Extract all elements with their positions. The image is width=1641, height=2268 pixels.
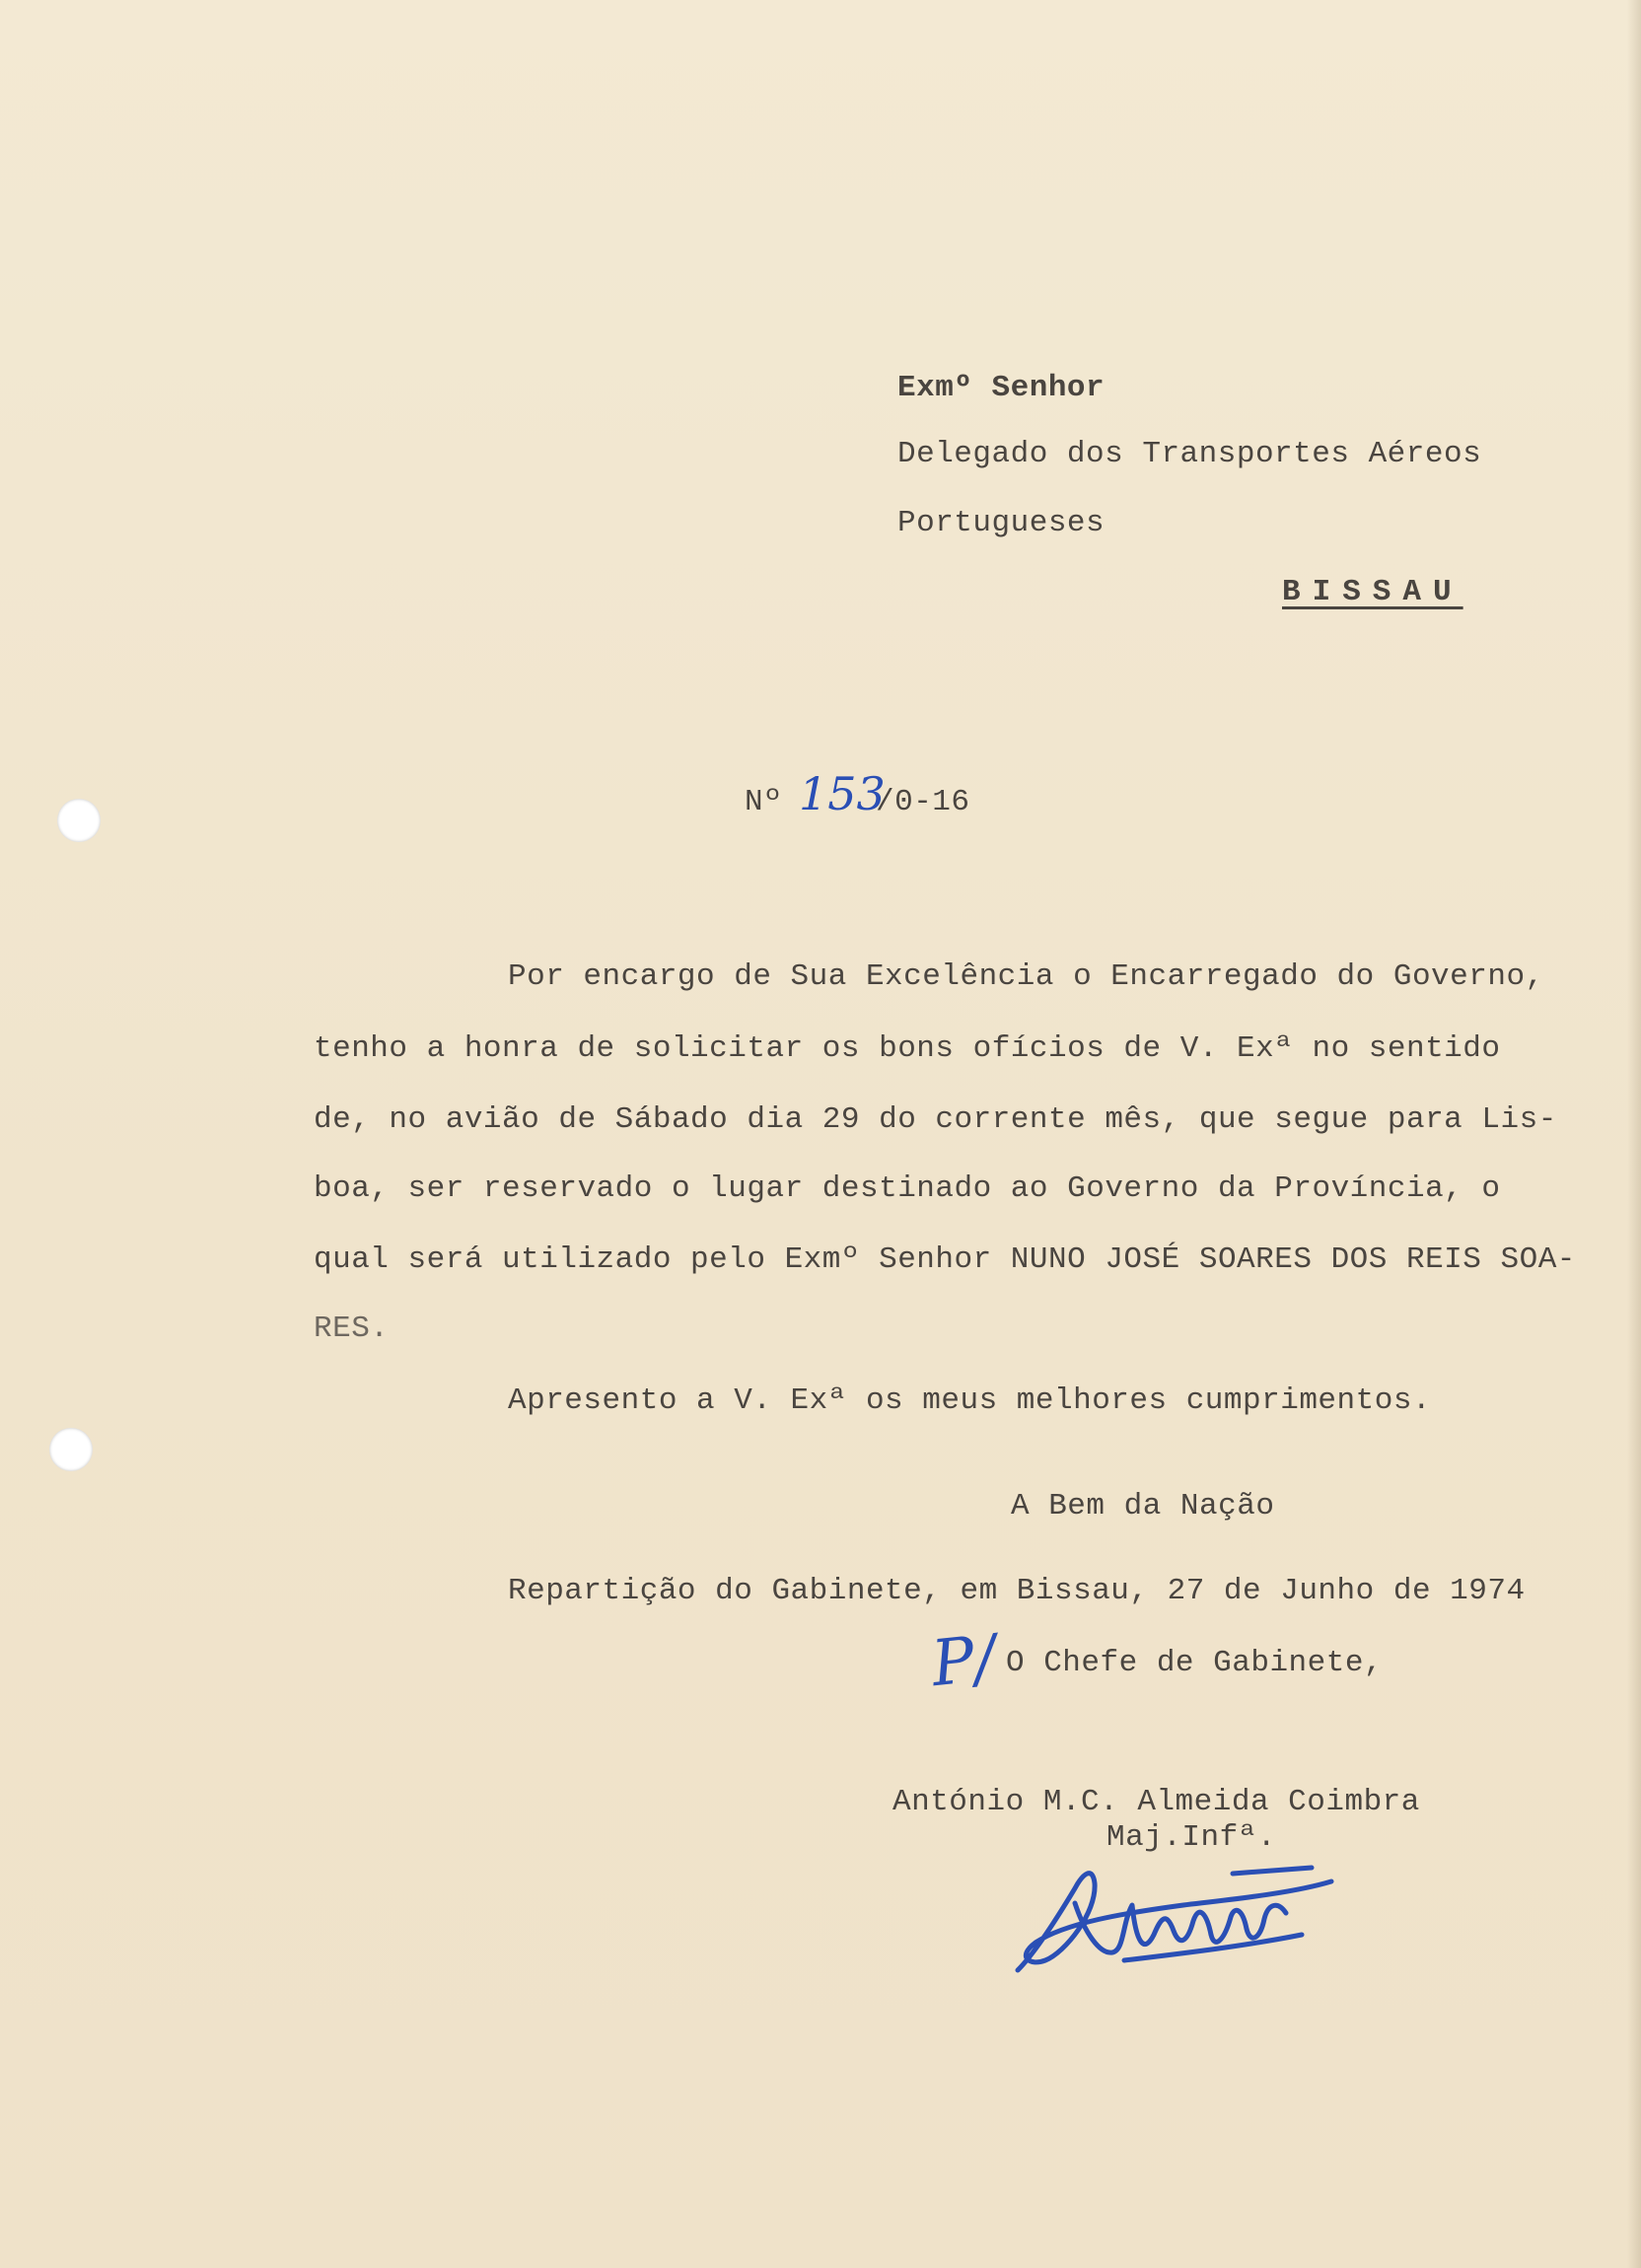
- handwritten-pp-mark: P/: [928, 1621, 1000, 1702]
- closing-motto: A Bem da Nação: [1011, 1489, 1275, 1524]
- body-line-2: tenho a honra de solicitar os bons ofícios de V. Exª no sentido: [314, 1031, 1501, 1066]
- body-line-3: de, no avião de Sábado dia 29 do corrente mês, que segue para Lis-: [314, 1102, 1557, 1137]
- address-salutation: Exmº Senhor: [897, 371, 1106, 405]
- reference-handwritten-number: 153: [799, 767, 886, 820]
- reference-prefix: Nº: [745, 785, 783, 819]
- closing-role: O Chefe de Gabinete,: [1006, 1646, 1384, 1680]
- address-city: BISSAU: [1282, 575, 1463, 609]
- body-closing-line: Apresento a V. Exª os meus melhores cumprimentos.: [508, 1383, 1432, 1418]
- body-line-1: Por encargo de Sua Excelência o Encarregado do Governo,: [508, 959, 1544, 994]
- punch-hole-bottom: [49, 1428, 93, 1471]
- reference-suffix: /0-16: [876, 785, 970, 819]
- closing-place-date: Repartição do Gabinete, em Bissau, 27 de Junho de 1974: [508, 1574, 1526, 1608]
- signatory-rank: Maj.Infª.: [1106, 1820, 1276, 1855]
- punch-hole-top: [57, 799, 101, 842]
- body-line-6: RES.: [314, 1311, 390, 1346]
- address-recipient-continued: Portugueses: [897, 506, 1106, 540]
- body-line-4: boa, ser reservado o lugar destinado ao Governo da Província, o: [314, 1171, 1501, 1206]
- signatory-name: António M.C. Almeida Coimbra: [892, 1785, 1420, 1819]
- page-edge-shadow: [1627, 0, 1641, 2268]
- address-recipient: Delegado dos Transportes Aéreos: [897, 437, 1482, 471]
- body-line-5: qual será utilizado pelo Exmº Senhor NUNO JOSÉ SOARES DOS REIS SOA-: [314, 1242, 1576, 1277]
- handwritten-signature: [1006, 1844, 1341, 1982]
